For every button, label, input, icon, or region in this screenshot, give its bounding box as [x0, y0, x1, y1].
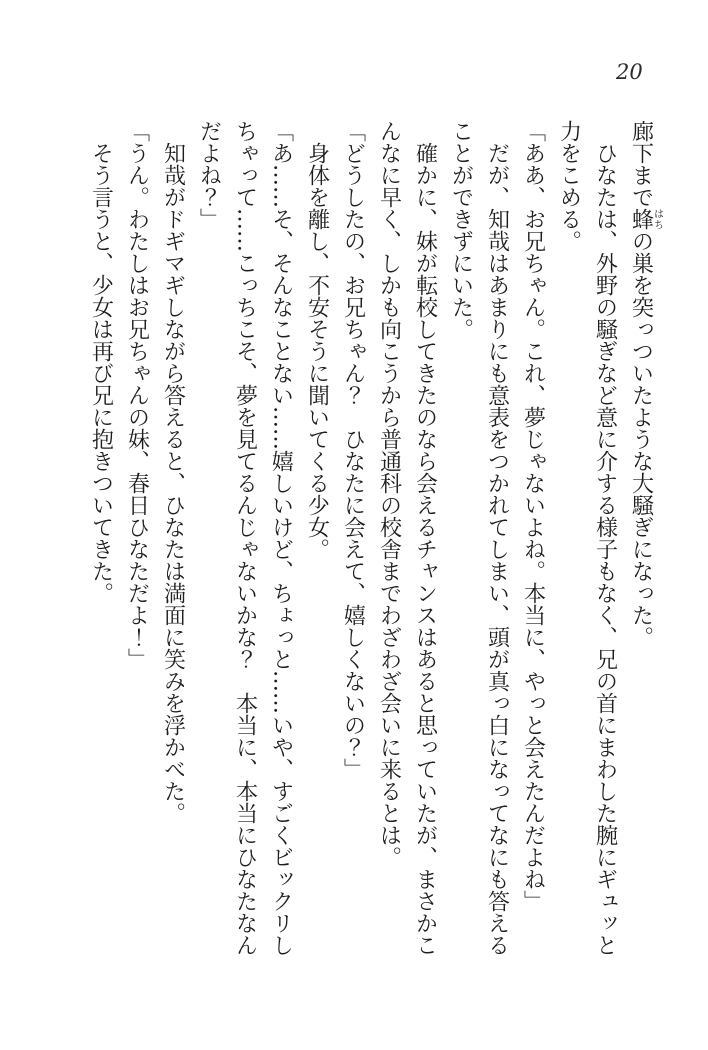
- paragraph: そう言うと、少女は再び兄に抱きついてきた。: [88, 142, 114, 604]
- paragraph: ひなたは、外野の騒ぎなど意に介する様子もなく、兄の首にまわした腕にギュッと力をこめる。: [556, 120, 618, 956]
- furigana-ruby: 蜂はち: [628, 208, 663, 230]
- paragraph: 「うん。わたしはお兄ちゃんの妹、春日ひなただよ！」: [124, 120, 150, 670]
- paragraph: 「あ……そ、そんなことない……嬉しいけど、ちょっと……いや、すごくビックリしちゃって……こっちこそ、夢を見てるんじゃないかな？ 本当に、本当にひなたなんだよね？」: [196, 120, 294, 956]
- body-text: [86, 120, 662, 956]
- paragraph: 知哉がドギマギしながら答えると、ひなたは満面に笑みを浮かべた。: [160, 142, 186, 824]
- paragraph: だが、知哉はあまりにも意表をつかれてしまい、頭が真っ白になってなにも答えることができずにいた。: [448, 120, 510, 956]
- page-number: 20: [616, 60, 643, 84]
- paragraph: 「どうしたの、お兄ちゃん？ ひなたに会えて、嬉しくないの？」: [340, 120, 366, 780]
- paragraph: 廊下まで蜂はちの巣を突っついたような大騒ぎになった。: [628, 120, 663, 648]
- paragraph: 確かに、妹が転校してきたのなら会えるチャンスはあると思っていたが、まさかこんなに早く、しかも向こうから普通科の校舎までわざわざ会いに来るとは。: [376, 120, 438, 956]
- paragraph: 身体を離し、不安そうに聞いてくる少女。: [304, 142, 330, 560]
- paragraph: 「ああ、お兄ちゃん。これ、夢じゃないよね。本当に、やっと会えたんだよね」: [520, 120, 546, 912]
